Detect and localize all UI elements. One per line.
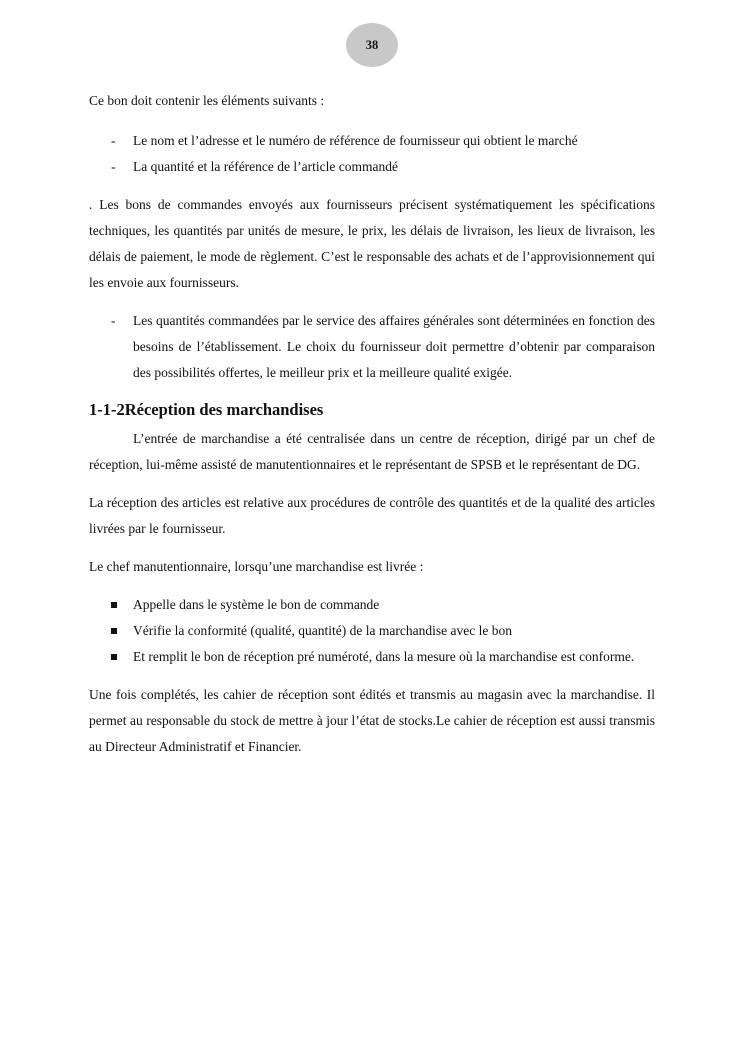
list-item (89, 128, 655, 154)
completion-paragraph: Une fois complétés, les cahier de réception sont édités et transmis au magasin avec la marchandise. Il permet au responsable du stock de mettre à jour l’état de stocks.Le cahier de réception est aussi transmis au Directeur Administratif et Financier. (89, 687, 655, 754)
list-item (89, 154, 655, 180)
square-bullet-icon (111, 628, 117, 634)
requirements-list (89, 128, 655, 180)
list-item-text: Le nom et l’adresse et le numéro de référence de fournisseur qui obtient le marché (133, 133, 578, 148)
chief-actions-list (89, 592, 655, 670)
reception-center-paragraph: L’entrée de marchandise a été centralisée dans un centre de réception, dirigé par un chef de réception, lui-même assisté de manutentionnaires et le représentant de SPSB et le représentant de DG. (89, 431, 655, 472)
list-item (89, 592, 655, 618)
list-item (89, 618, 655, 644)
square-bullet-icon (111, 602, 117, 608)
dash-marker: - (111, 313, 116, 328)
list-item-text: La quantité et la référence de l’article commandé (133, 159, 398, 174)
list-item (89, 308, 655, 386)
list-item-text: Appelle dans le système le bon de commande (133, 597, 380, 612)
list-item-text: Vérifie la conformité (qualité, quantité) de la marchandise avec le bon (133, 623, 512, 638)
square-bullet-icon (111, 654, 117, 660)
dash-marker: - (111, 133, 116, 148)
chief-handler-paragraph: Le chef manutentionnaire, lorsqu’une marchandise est livrée : (89, 559, 424, 574)
quantities-list (89, 308, 655, 386)
list-item-text: Les quantités commandées par le service des affaires générales sont déterminées en fonction des besoins de l’établissement. Le choix du fournisseur doit permettre d’obtenir par comparaison des possibilités offertes, le meilleur prix et la meilleure qualité exigée. (133, 313, 655, 380)
page-number: 38 (365, 37, 379, 52)
intro-paragraph: Ce bon doit contenir les éléments suivants : (89, 93, 325, 108)
section-heading: 1-1-2Réception des marchandises (89, 400, 324, 419)
orders-paragraph: . Les bons de commandes envoyés aux fournisseurs précisent systématiquement les spécifications techniques, les quantités par unités de mesure, le prix, les délais de livraison, les lieux de livraison, les délais de paiement, le mode de règlement. C’est le responsable des achats et de l’approvisionnement qui les envoie aux fournisseurs. (89, 197, 655, 290)
list-item-text: Et remplit le bon de réception pré numéroté, dans la mesure où la marchandise est conforme. (133, 649, 635, 664)
list-item (89, 644, 655, 670)
document-body (89, 88, 655, 760)
reception-control-paragraph: La réception des articles est relative aux procédures de contrôle des quantités et de la qualité des articles livrées par le fournisseur. (89, 495, 655, 536)
page-number-badge (346, 23, 398, 67)
dash-marker: - (111, 159, 116, 174)
